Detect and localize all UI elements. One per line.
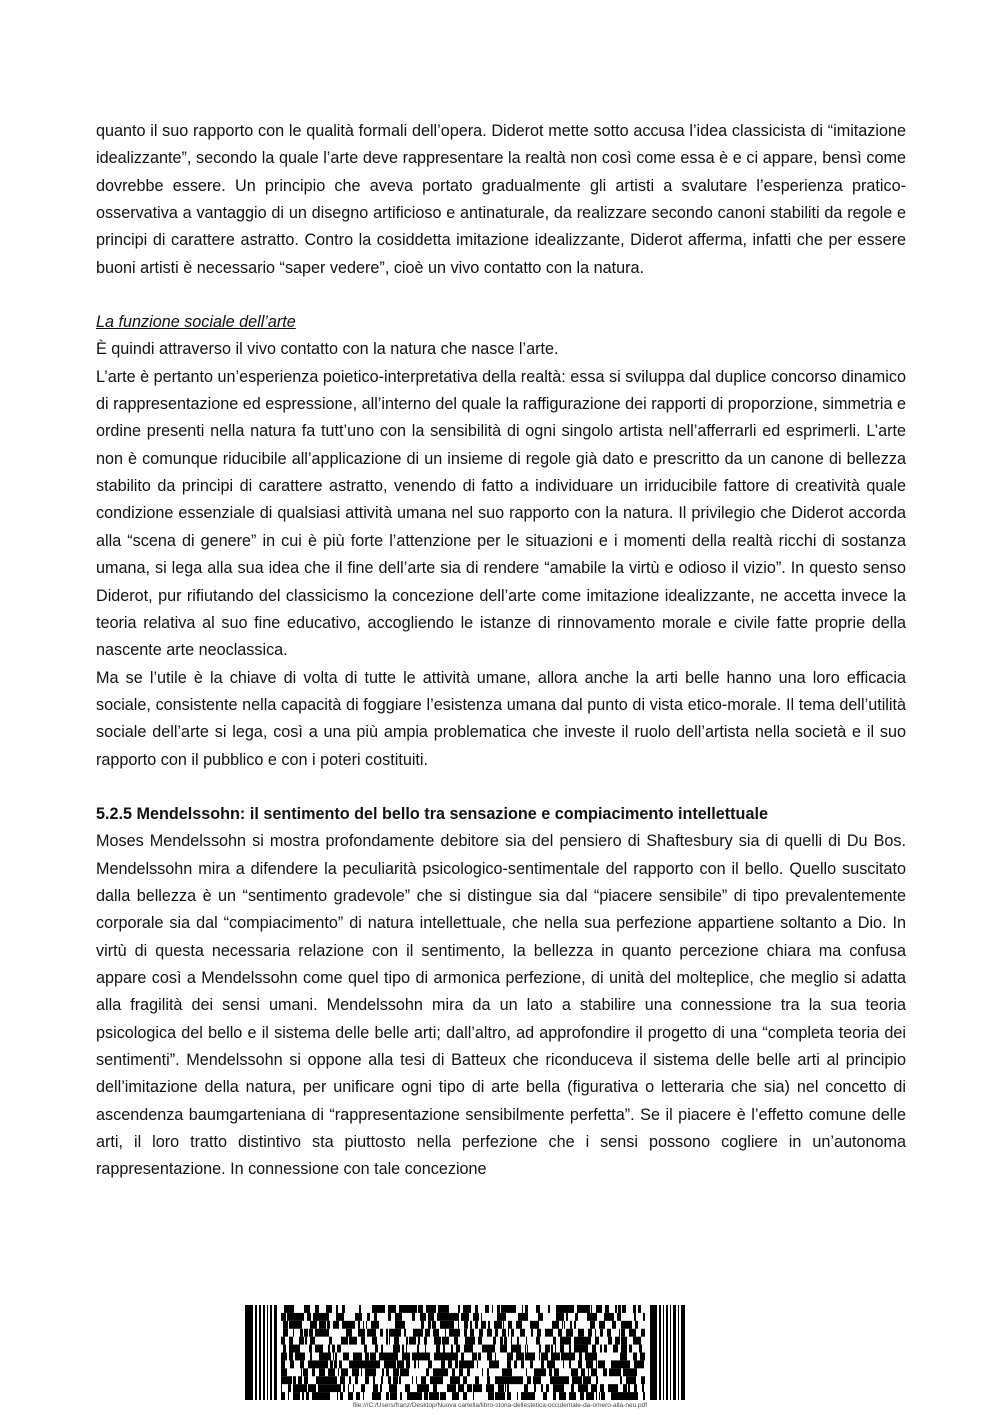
paragraph-spacer [96,774,906,801]
intro-paragraph: quanto il suo rapporto con le qualità formali dell’opera. Diderot mette sotto accusa l’idea classicista di “imitazione idealizzante”, secondo la quale l’arte deve rappresentare la realtà non così come essa è e ci appare, bensì come dovrebbe essere. Un principio che aveva portato gradualmente gli artisti a svalutare l’esperienza pratico-osservativa a vantaggio di un disegno artificioso e antinaturale, da realizzare secondo canoni stabiliti da regole e principi di carattere astratto. Contro la cosiddetta imitazione idealizzante, Diderot afferma, infatti che per essere buoni artisti è necessario “saper vedere”, cioè un vivo contatto con la natura. [96,122,906,277]
section-title-funzione-sociale: La funzione sociale dell’arte [96,313,296,332]
section1-paragraph-1: È quindi attraverso il vivo contatto con la natura che nasce l’arte. [96,340,559,359]
section1-paragraph-2: L’arte è pertanto un’esperienza poietico-interpretativa della realtà: essa si sviluppa dal duplice concorso dinamico di rappresentazione ed espressione, all’interno del quale la raffigurazione dei rapporti di proporzione, simmetria e ordine presenti nella natura fa tutt’uno con la sensibilità di ogni singolo artista nell’afferrarli ed esprimerli. L’arte non è comunque riducibile all’applicazione di un insieme di regole già dato e prescritto da un canone di bellezza stabilito da principi di carattere astratto, venendo di fatto a individuare un irriducibile fattore di creatività quale condizione essenziale di qualsiasi attività umana nel suo rapporto con la natura. Il privilegio che Diderot accorda alla “scena di genere” in cui è più forte l’attenzione per le situazioni e i momenti della realtà ricchi di sostanza umana, si lega alla sua idea che il fine dell’arte sia di rendere “amabile la virtù e odioso il vizio”. In questo senso Diderot, pur rifiutando del classicismo la concezione dell’arte come imitazione idealizzante, ne accetta invece la teoria relativa al suo fine educativo, accogliendo le istanze di rinnovamento morale e civile fatte proprie della nascente arte neoclassica. [96,367,906,660]
file-path-footer: file:///C:/Users/franz/Desktop/Nuova cartella/libro-storia-dellestetica-occidentale-da-omero-alla-neu.pdf [352,1402,648,1409]
paragraph-spacer [96,282,906,309]
barcode-image [245,1305,685,1400]
document-page [96,118,906,1184]
section1-paragraph-3: Ma se l’utile è la chiave di volta di tutte le attività umane, allora anche la arti belle hanno una loro efficacia sociale, consistente nella capacità di foggiare l’esistenza umana dal punto di vista etico-morale. Il tema dell’utilità sociale dell’arte si lega, così a una più ampia problematica che investe il ruolo dell’artista nella società e il suo rapporto con il pubblico e con i poteri costituiti. [96,668,906,769]
section-title-mendelssohn: 5.2.5 Mendelssohn: il sentimento del bello tra sensazione e compiacimento intellettuale [96,804,768,823]
section2-paragraph-1: Moses Mendelssohn si mostra profondamente debitore sia del pensiero di Shaftesbury sia di quelli di Du Bos. Mendelssohn mira a difendere la peculiarità psicologico-sentimentale del rapporto con il bello. Quello suscitato dalla bellezza è un “sentimento gradevole” che si distingue sia dal “piacere sensibile” di tipo prevalentemente corporale sia dal “compiacimento” di natura intellettuale, che nella sua perfezione appartiene soltanto a Dio. In virtù di questa necessaria relazione con il sentimento, la bellezza in quanto percezione chiara ma confusa appare così a Mendelssohn come quel tipo di armonica perfezione, di unità del molteplice, che meglio si adatta alla fragilità dei sensi umani. Mendelssohn mira da un lato a stabilire una connessione tra la sua teoria psicologica del bello e il sistema delle belle arti; dall’altro, ad approfondire il progetto di una “completa teoria dei sentimenti”. Mendelssohn si oppone alla tesi di Batteux che riconduceva il sistema delle belle arti al principio dell’imitazione della natura, per unificare ogni tipo di arte bella (figurativa o letteraria che sia) nel concetto di ascendenza baumgarteniana di “rappresentazione sensibilmente perfetta”. Se il piacere è l’effetto comune delle arti, il loro tratto distintivo sta piuttosto nella perfezione che i sensi possono cogliere in un’autonoma rappresentazione. In connessione con tale concezione [96,832,906,1179]
